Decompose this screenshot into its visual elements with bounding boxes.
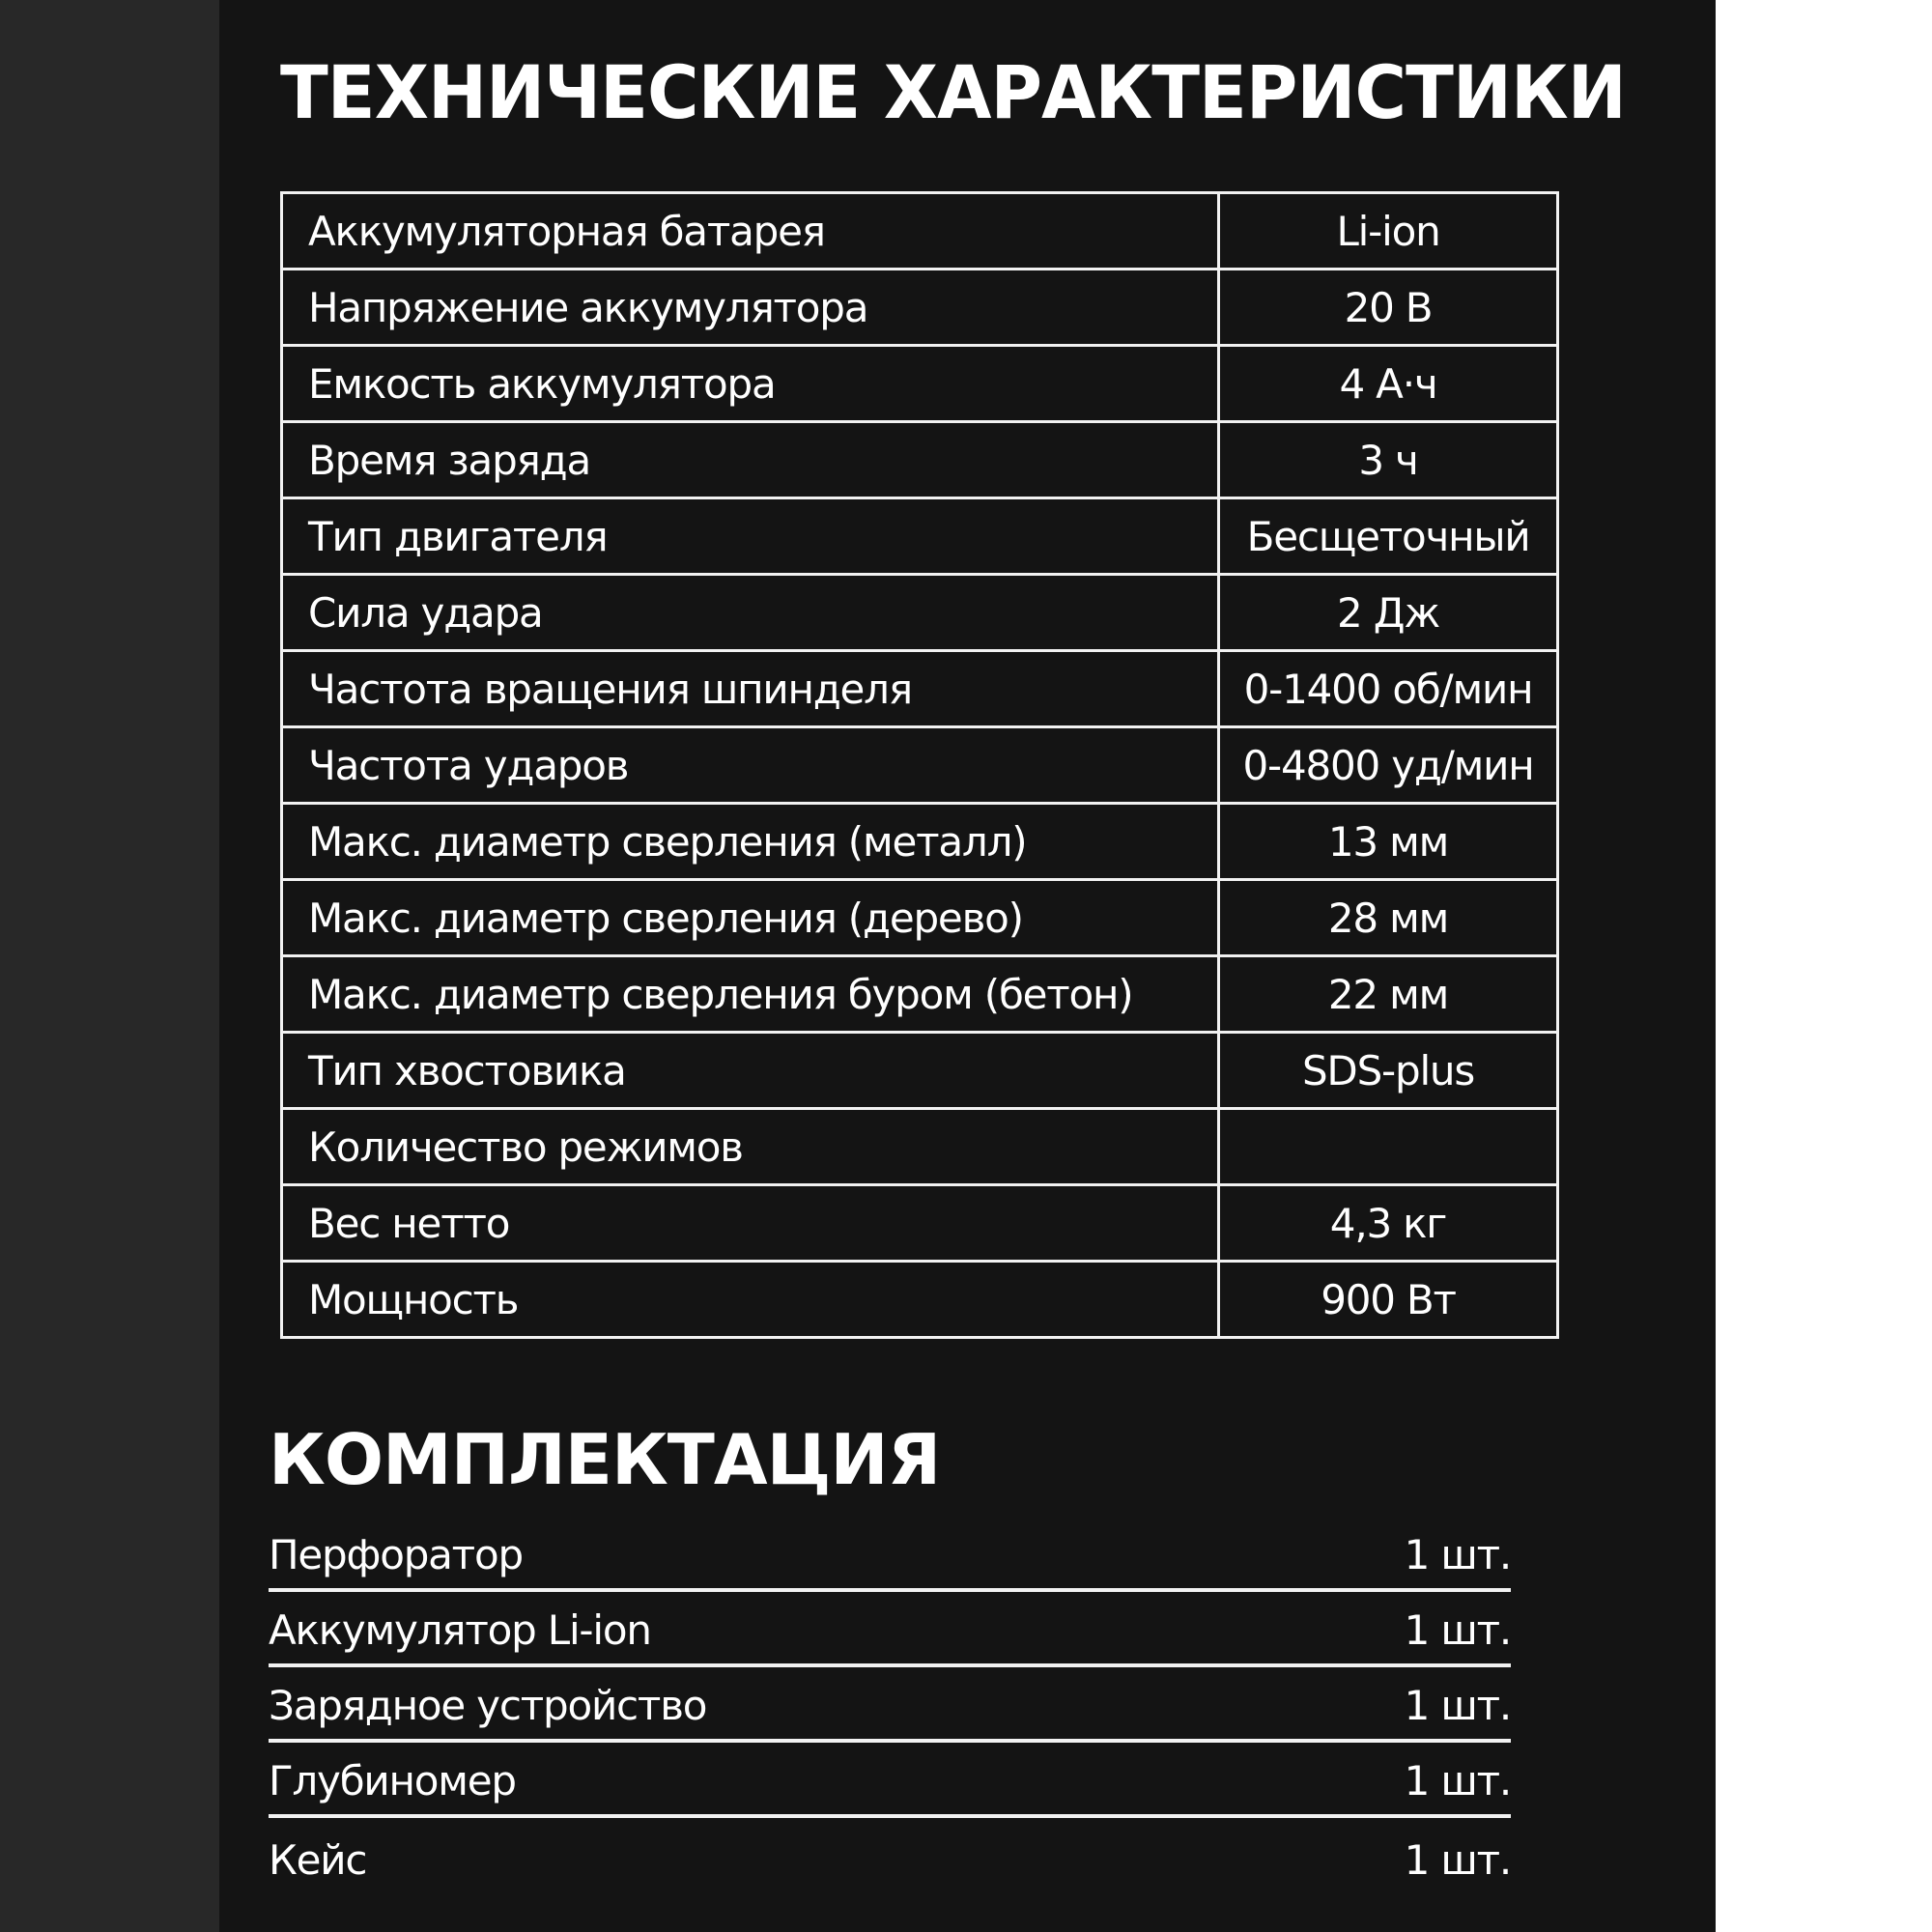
kit-item (269, 1517, 1511, 1592)
kit-item-qty: 1 шт. (1404, 1606, 1511, 1654)
spec-value: 0-4800 уд/мин (1219, 727, 1558, 804)
spec-value: 3 ч (1219, 422, 1558, 498)
spec-value: 900 Вт (1219, 1262, 1558, 1338)
spec-row (282, 193, 1558, 270)
spec-row (282, 498, 1558, 575)
kit-item (269, 1818, 1511, 1893)
specs-title: ТЕХНИЧЕСКИЕ ХАРАКТЕРИСТИКИ (280, 49, 1626, 135)
kit-item-qty: 1 шт. (1404, 1757, 1511, 1804)
kit-title: КОМПЛЕКТАЦИЯ (269, 1419, 941, 1500)
spec-row (282, 1033, 1558, 1109)
spec-label: Аккумуляторная батарея (282, 193, 1219, 270)
kit-item (269, 1743, 1511, 1818)
spec-label: Тип хвостовика (282, 1033, 1219, 1109)
spec-value: 4,3 кг (1219, 1185, 1558, 1262)
kit-item-name: Аккумулятор Li-ion (269, 1606, 651, 1654)
spec-label: Частота вращения шпинделя (282, 651, 1219, 727)
kit-item-name: Зарядное устройство (269, 1682, 707, 1729)
spec-value: 2 Дж (1219, 575, 1558, 651)
spec-label: Количество режимов (282, 1109, 1219, 1185)
spec-label: Частота ударов (282, 727, 1219, 804)
spec-value: 13 мм (1219, 804, 1558, 880)
spec-value: 0-1400 об/мин (1219, 651, 1558, 727)
spec-value (1219, 1109, 1558, 1185)
spec-label: Макс. диаметр сверления (дерево) (282, 880, 1219, 956)
left-background-band (0, 0, 219, 1932)
spec-value: SDS-plus (1219, 1033, 1558, 1109)
spec-row (282, 727, 1558, 804)
spec-row (282, 804, 1558, 880)
spec-row (282, 575, 1558, 651)
spec-label: Тип двигателя (282, 498, 1219, 575)
spec-value: 22 мм (1219, 956, 1558, 1033)
kit-item-name: Перфоратор (269, 1531, 523, 1578)
kit-item (269, 1667, 1511, 1743)
spec-value: Li-ion (1219, 193, 1558, 270)
spec-label: Макс. диаметр сверления (металл) (282, 804, 1219, 880)
spec-label: Время заряда (282, 422, 1219, 498)
spec-value: 28 мм (1219, 880, 1558, 956)
spec-row (282, 651, 1558, 727)
spec-value: 4 А·ч (1219, 346, 1558, 422)
spec-row (282, 422, 1558, 498)
spec-label: Емкость аккумулятора (282, 346, 1219, 422)
kit-item-qty: 1 шт. (1404, 1682, 1511, 1729)
spec-row (282, 346, 1558, 422)
spec-row (282, 880, 1558, 956)
spec-value: Бесщеточный (1219, 498, 1558, 575)
spec-label: Мощность (282, 1262, 1219, 1338)
spec-value: 20 В (1219, 270, 1558, 346)
spec-label: Сила удара (282, 575, 1219, 651)
spec-label: Макс. диаметр сверления буром (бетон) (282, 956, 1219, 1033)
kit-item-qty: 1 шт. (1404, 1836, 1511, 1884)
kit-item-qty: 1 шт. (1404, 1531, 1511, 1578)
spec-label: Напряжение аккумулятора (282, 270, 1219, 346)
spec-row (282, 270, 1558, 346)
spec-row (282, 1185, 1558, 1262)
spec-row (282, 1109, 1558, 1185)
spec-label: Вес нетто (282, 1185, 1219, 1262)
kit-item-name: Кейс (269, 1836, 367, 1884)
kit-item-name: Глубиномер (269, 1757, 516, 1804)
spec-row (282, 956, 1558, 1033)
kit-item (269, 1592, 1511, 1667)
kit-list (269, 1517, 1511, 1893)
specs-table (280, 191, 1559, 1339)
spec-row (282, 1262, 1558, 1338)
